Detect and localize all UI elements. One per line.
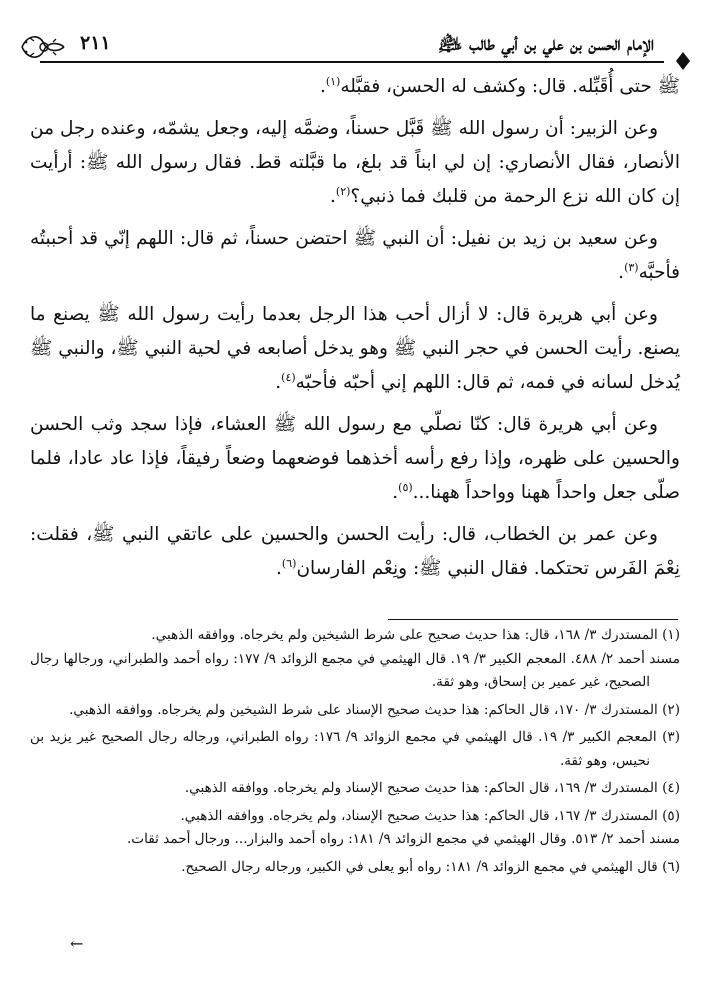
paragraph: وعن أبي هريرة قال: كنّا نصلّي مع رسول الله ﷺ العشاء، فإذا سجد وثب الحسن والحسين على ظهره، وإذا رفع رأسه أخذهما فوضعهما وضعاً رفيقاً، فإذا عاد عادا، فلما صلّى جعل واحداً ههنا وواحداً ههنا...$^{(٥)}$. [30,414,680,503]
paragraph: وعن سعيد بن زيد بن نفيل: أن النبي ﷺ احتضن حسناً، ثم قال: اللهم إنّي قد أحببتُه فأحبَّه$^{(٣)}$. [30,228,680,283]
footnote: (٤) المستدرك ٣/ ١٦٩، قال الحاكم: هذا حديث صحيح الإسناد ولم يخرجاه. ووافقه الذهبي. [184,780,680,796]
continuation-arrow-icon: ← [70,934,84,953]
ornament-left-icon [18,30,68,64]
running-header [18,30,690,66]
running-title: الإمام الحسن بن علي بن أبي طالب ﵇ [438,33,654,55]
footnote: (٢) المستدرك ٣/ ١٧٠، قال الحاكم: هذا حديث صحيح الإسناد على شرط الشيخين ولم يخرجاه. ووافقه الذهبي. [69,701,680,718]
main-text [30,70,680,594]
paragraph: ﷺ حتى أُقَبِّله. قال: وكشف له الحسن، فقبَّله$^{(١)}$. [319,74,680,97]
footnote-ref[interactable]: (١) [325,74,341,88]
footnote-ref[interactable]: (٣) [624,260,639,274]
page-number: ٢١١ [80,32,111,54]
paragraph: وعن أبي هريرة قال: لا أزال أحب هذا الرجل بعدما رأيت رسول الله ﷺ يصنع ما يصنع. رأيت الحسن في حجر النبي ﷺ وهو يدخل أصابعه في لحية النبي ﷺ، والنبي ﷺ يُدخل لسانه في فمه، ثم قال: اللهم إني أحبّه فأحبّه$^{(٤)}$. [30,304,680,393]
footnote-ref[interactable]: (٤) [281,370,296,384]
footnote-ref[interactable]: (٥) [398,480,413,494]
footnote-ref[interactable]: (٢) [335,184,351,198]
paragraph: وعن الزبير: أن رسول الله ﷺ قَبَّل حسناً، وضمَّه إليه، وجعل يشمّه، وعنده رجل من الأنصار، فقال الأنصاري: إن لي ابناً قد بلغ، ما قبَّلته قط. فقال رسول الله ﷺ: أرأيت إن كان الله نزع الرحمة من قلبك فما ذنبي؟$^{(٢)}$. [30,118,680,207]
diamond-ornament-icon [676,52,690,70]
footnote: (٥) المستدرك ٣/ ١٦٧، قال الحاكم: هذا حديث صحيح الإسناد، ولم يخرجاه. ووافقه الذهبي. مسند أحمد ٢/ ٥١٣. وقال الهيثمي في مجمع الزوائد ٩/ ١٨١: رواه أحمد والبزار... ورجال أحمد ثقات. [126,807,680,847]
footnote-separator [388,619,678,620]
header-rule [40,61,664,63]
footnote: (١) المستدرك ٣/ ١٦٨، قال: هذا حديث صحيح على شرط الشيخين ولم يخرجاه. ووافقه الذهبي. مسند أحمد ٢/ ٤٨٨. المعجم الكبير ٣/ ١٩. قال الهيثمي في مجمع الزوائد ٩/ ١٧٧: رواه أحمد والطبراني، ورجالها رجال الصحيح، غير عمير بن إسحاق، وهو ثقة. [30,627,680,690]
footnote-ref[interactable]: (٦) [281,556,297,570]
footnote: (٦) قال الهيثمي في مجمع الزوائد ٩/ ١٨١: رواه أبو يعلى في الكبير، ورجاله رجال الصحيح. [181,858,680,875]
paragraph: وعن عمر بن الخطاب، قال: رأيت الحسن والحسين على عاتقي النبي ﷺ، فقلت: نِعْمَ الفَرس تحتكما. فقال النبي ﷺ: ونِعْم الفارسان$^{(٦)}$. [30,524,680,579]
footnote: (٣) المعجم الكبير ٣/ ١٩. قال الهيثمي في مجمع الزوائد ٩/ ١٧٦: رواه الطبراني، ورجاله رجال الصحيح غير يزيد بن نحيس، وهو ثقة. [30,729,681,769]
footnotes [30,624,680,883]
